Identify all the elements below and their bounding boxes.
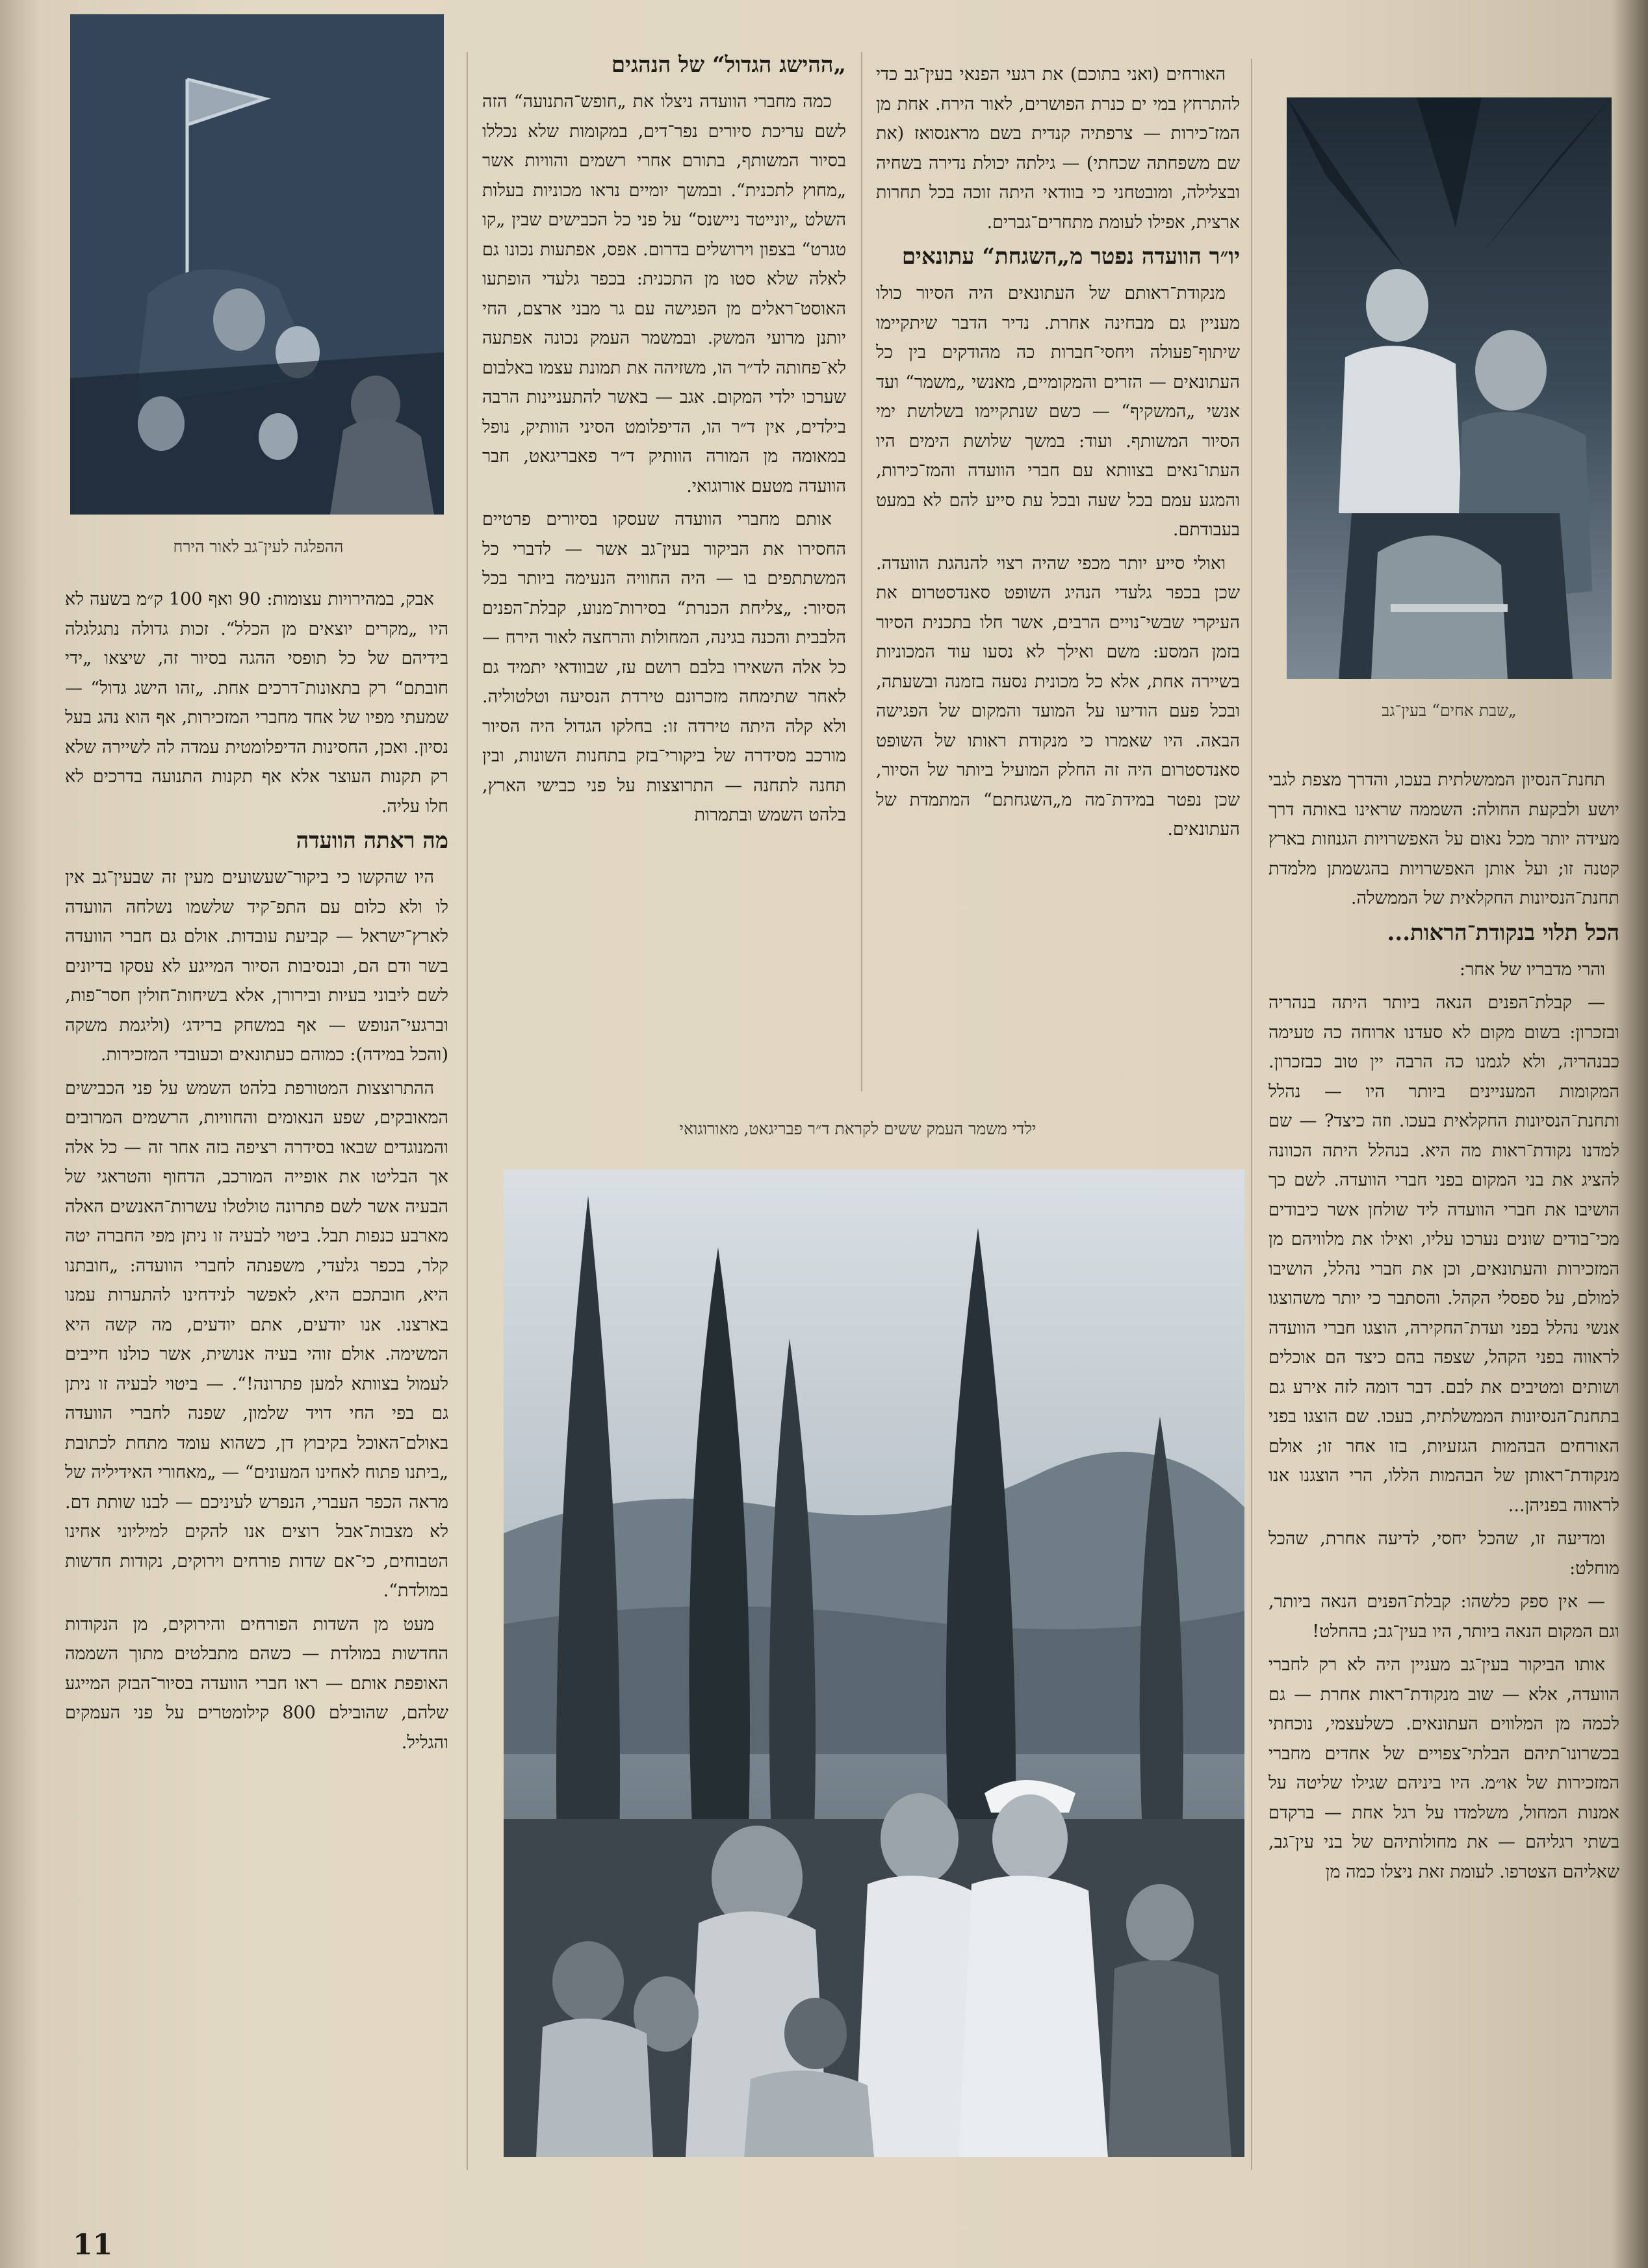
paragraph: תחנת־הנסיון הממשלתית בעכו, והדרך מצפת לגבי יושע ולבקעת החולה: השממה שראינו באותה דרך מעידה יותר מכל נאום על האפשרויות הגנוזות בארץ קטנה זו; ועל אותן האפשרויות בהגשמתן מלמדת תחנת־הנסיונות החקלאית של הממשלה.: [1268, 770, 1619, 908]
paragraph: אותם מחברי הוועדה שעסקו בסיורים פרטיים החסירו את הביקור בעין־גב אשר — לדברי כל המשתתפים בו — היה החוויה הנעימה ביותר בכל הסיור: „צליחת הכנרת“ בסירות־מנוע, קבלת־הפנים הלבבית והכנה בגינה, המחולות והרחצה לאור הירח — כל אלה השאירו בלבם רושם עז, שבוודאי יתמיד גם לאחר שתימחה מזכרונם טירדת הנסיעה וטלטוליה. ולא קלה היתה טירדה זו: בחלקו הגדול היה הסיור מורכב מסידרה של ביקורי־בזק בתחנות השונות, ובין תחנה לתחנה — התרוצצות על פני כבישי הארץ, בלהט השמש ובתמרות: [482, 509, 846, 825]
paragraph: — אין ספק כלשהו: קבלת־הפנים הנאה ביותר, וגם המקום הנאה ביותר, היו בעין־גב; בהחלט!: [1268, 1592, 1619, 1642]
sabbath-photo-caption: „שבת אחים“ בעין־גב: [1382, 701, 1517, 720]
column-1-top: [876, 60, 1240, 1093]
paragraph: — קבלת־הפנים הנאה ביותר היתה בנהריה ובזכרון: בשום מקום לא סעדנו ארוחה כה טעימה כבנהריה, ולא לגמנו כה הרבה יין טוב כבזכרון. המקומות המעניינים ביותר היו — נהלל ותחנת־הנסיונות החקלאית בעכו. וזה כיצד? — שם למדנו נקודת־ראות מה היא. בנהלל היתה הכוונה להציג את בני המקום בפני חברי הוועדה. לשם כך הושיבו את חברי הוועדה ליד שולחן אשר כיבודים מכי־בודים שונים נערכו עליו, ואילו את מלוויהם מן המזכירות והעתונאים, וכן את חברי נהלל, הושיבו למולם, על ספסלי הקהל. והסתבר כי יותר משהוצגו אנשי נהלל בפני ועדת־החקירה, הוצגו חברי הוועדה לראווה בפני הקהל, שצפה בהם כיצד הם אוכלים ושותים ומטיבים את לבם. דבר דומה לזה אירע גם בתחנת־הנסיונות הממשלתית, בעכו. שם הוצגו בפני האורחים הבהמות הגזעיות, בזו אחר זו; אולם מנקודת־ראותן של הבהמות הללו, הרי הוצגנו אנו לראווה בפניהן...: [1268, 993, 1619, 1516]
paragraph: כמה מחברי הוועדה ניצלו את „חופש־התנועה“ הזה לשם עריכת סיורים נפר־דים, במקומות שלא נכללו בסיור המשותף, בתורם אחרי רשמים והוויות אשר „מחוץ לתכנית“. ובמשך יומיים נראו מכוניות בעלות השלט „יונייטד ניישנס“ על פני כל הכבישים שבין „קו טגרט“ בצפון וירושלים בדרום. אפס, אפתעות נכונו גם לאלה שלא סטו מן התכנית: בכפר גלעדי הופתעו האוסט־ראלים מן הפגישה עם גר מבני ארצם, החי יותנן מרועי המשק. ובמשמר העמק נכונה אפתעה לא־פחותה לד״ר הו, משזיהה את תמונת עצמו באלבום שערכו ילדי המקום. אגב — באשר להתעניינות הרבה בילדים, אין ד״ר הו, הדיפלומט הסיני הוותיק, נופל במאומה מן המורה הוותיק ד״ר פאבריגאט, חבר הוועדה מטעם אורוגואי.: [482, 92, 846, 496]
paragraph: ואולי סייע יותר מכפי שהיה רצוי להנהגת הוועדה. שכן בכפר גלעדי הנהיג השופט סאנדסטרום את העיקרי שבשי־נויים הרבים, אשר חלו בתכנית הסיור בזמן המסע: משם ואילך לא נסעו עוד המכוניות בשיירה אחת, אלא כל מכונית נסעה בזמנה ובשעתה, ובכל פעם הודיעו על המועד והמקום של הפגישה הבאה. היו שאמרו כי מנקודת ראותו של השופט סאנדסטרום היה זה החלק המועיל ביותר של הסיור, שכן נפטר במידת־מה מ„השגחתם“ המתמדת של העתונאים.: [876, 553, 1240, 839]
section-heading: יו״ר הוועדה נפטר מ„השגחת“ עתונאים: [901, 244, 1240, 270]
section-heading: „ההישג הגדול“ של הנהגים: [611, 52, 846, 78]
column-4: [1268, 765, 1619, 2162]
paragraph: היו שהקשו כי ביקור־שעשועים מעין זה שבעין־גב אין לו ולא כלום עם התפ־קיד שלשמו נשלחה הוועדה לארץ־ישראל — קביעת עובדות. אולם גם חברי הוועדה בשר ודם הם, ובנסיבות הסיור המייגע לא עסקו בדיונים לשם ליבוני בעיות ובירורן, אלא בשיחות־חולין חסר־פות, וברגעי־הנופש — אף במשחק ברידג׳ (וליגמת משקה (והכל במידה): כמוהם כעתונאים וכעובדי המזכירות.: [65, 867, 448, 1065]
children-cypress-photo-icon: [504, 1169, 1244, 2157]
column-divider: [1251, 58, 1252, 2170]
sabbath-photo: [1287, 97, 1612, 679]
section-heading: הכל תלוי בנקודת־הראות...: [1387, 919, 1619, 946]
seated-group-photo-icon: [1287, 97, 1612, 679]
paragraph: והרי מדבריו של אחר:: [1459, 959, 1605, 980]
column-divider: [467, 52, 468, 2170]
paragraph: ההתרוצצות המטורפת בלהט השמש על פני הכבישים המאובקים, שפע הנאומים והחוויות, הרשמים המרובים והמנוגדים שבאו בסידרה רציפה בזה אחר זה — כל אלה אך הבליטו את אופייה המורכב, הדחוף והטראגי של הבעיה אשר לשם פתרונה טולטלו עשרות־האנשים האלה מארבע כנפות תבל. ביטוי לבעיה זו ניתן מפי החברה יטה קלר, בכפר גלעדי, משפנתה לחברי הוועדה: „חובתנו היא, חובתכם היא, לאפשר לנידחינו להתערות עמנו בארצנו. אנו יודעים, אתם יודעים, מה קשה היא המשימה. אולם זוהי בעיה אנושית, אשר כולנו חייבים לעמול בצוותא למען פתרונה!“. — ביטוי לבעיה זו ניתן גם בפי החי דויד שלמון, שפנה לחברי הוועדה באולם־האוכל בקיבוץ דן, כשהוא עומד מתחת לכתובת „ביתנו פתוח לאחינו המעונים“ — „מאחורי האידיליה של מראה הכפר העברי, הנפרש לעיניכם — לבנו שותת דם. לא מצבות־אבל רוצים אנו להקים למיליוני אחינו הטבוחים, כי־אם שדות פורחים וירוקים, נקודות חדשות במולדת“.: [65, 1078, 448, 1601]
paragraph: מנקודת־ראותם של העתונאים היה הסיור כולו מעניין גם מבחינה אחרת. נדיר הדבר שיתקיימו שיתוף־פעולה ויחסי־חברות כה מהודקים בין כל העתונאים — הזרים והמקומיים, מאנשי „משמר“ ועד אנשי „המשקיף“ — כשם שנתקיימו בשלושת ימי הסיור המשותף. ועוד: במשך שלושת הימים היו העתו־נאים בצוותא עם חברי הוועדה והמז־כירות, והמגע עמם בכל שעה ובכל עת סייע להם לא במעט בעבודתם.: [876, 283, 1240, 540]
night-gathering-photo-icon: [70, 14, 444, 515]
night-party-photo-caption: ההפלגה לעין־גב לאור הירח: [173, 537, 344, 556]
column-3: [65, 585, 448, 2189]
paragraph: אבק, במהירויות עצומות: 90 ואף 100 ק״מ בשעה לא היו „מקרים יוצאים מן הכלל“. זכות גדולה נתגלגלה בידיהם של כל תופסי ההגה בסיור זה, שיצאו „ידי חובתם“ רק בתאונות־דרכים אחת. „זהו הישג גדול“ — שמעתי מפיו של אחד מחברי המזכירות, אף הוא נהג בעל נסיון. ואכן, החסינות הדיפלומטית עמדה לה לשיירה שלא רק תקנות העוצר אלא אף תקנות התנועה בדרכים לא חלו עליה.: [65, 589, 448, 817]
column-divider: [861, 52, 862, 1091]
page-number: 11: [73, 2228, 113, 2262]
paragraph: ומדיעה זו, שהכל יחסי, לדיעה אחרת, שהכל מוחלט:: [1268, 1529, 1619, 1579]
paragraph: מעט מן השדות הפורחים והירוקים, מן הנקודות החדשות במולדת — כשהם מתבלטים מתוך השממה האופפת אותם — ראו חברי הוועדה בסיור־הבזק המייגע שלהם, שהובילם 800 קילומטרים על פני העמקים והגליל.: [65, 1614, 448, 1753]
column-2: [482, 45, 846, 1091]
children-photo-caption: ילדי משמר העמק ששים לקראת ד״ר פבריגאט, מאורוגואי: [679, 1119, 1036, 1138]
children-photo: [504, 1169, 1244, 2157]
night-party-photo: [70, 14, 444, 515]
paragraph: אותו הביקור בעין־גב מעניין היה לא רק לחברי הוועדה, אלא — שוב מנקודת־ראות אחרת — גם לכמה מן המלווים העתונאים. כשלעצמי, נוכחתי בכשרונו־תיהם הבלתי־צפויים של אחדים מחברי המזכירות של או״מ. היו ביניהם שגילו שליטה על אמנות המחול, משלמדו על רגל אחת — ברקדם בשתי רגליהם — את מחולותיהם של בני עין־גב, שאליהם הצטרפו. לעומת זאת ניצלו כמה מן: [1268, 1655, 1619, 1882]
section-heading: מה ראתה הוועדה: [296, 828, 448, 854]
paragraph: האורחים (ואני בתוכם) את רגעי הפנאי בעין־גב כדי להתרחץ במי ים כנרת הפושרים, לאור הירח. אחת מן המז־כירות — צרפתיה קנדית בשם מראנסואז (את שם משפחתה שכחתי) — גילתה יכולת נדירה בשחיה ובצלילה, ומובטחני כי בוודאי היתה זוכה בכל תחרות ארצית, אפילו לעומת מתחרים־גברים.: [876, 64, 1240, 233]
